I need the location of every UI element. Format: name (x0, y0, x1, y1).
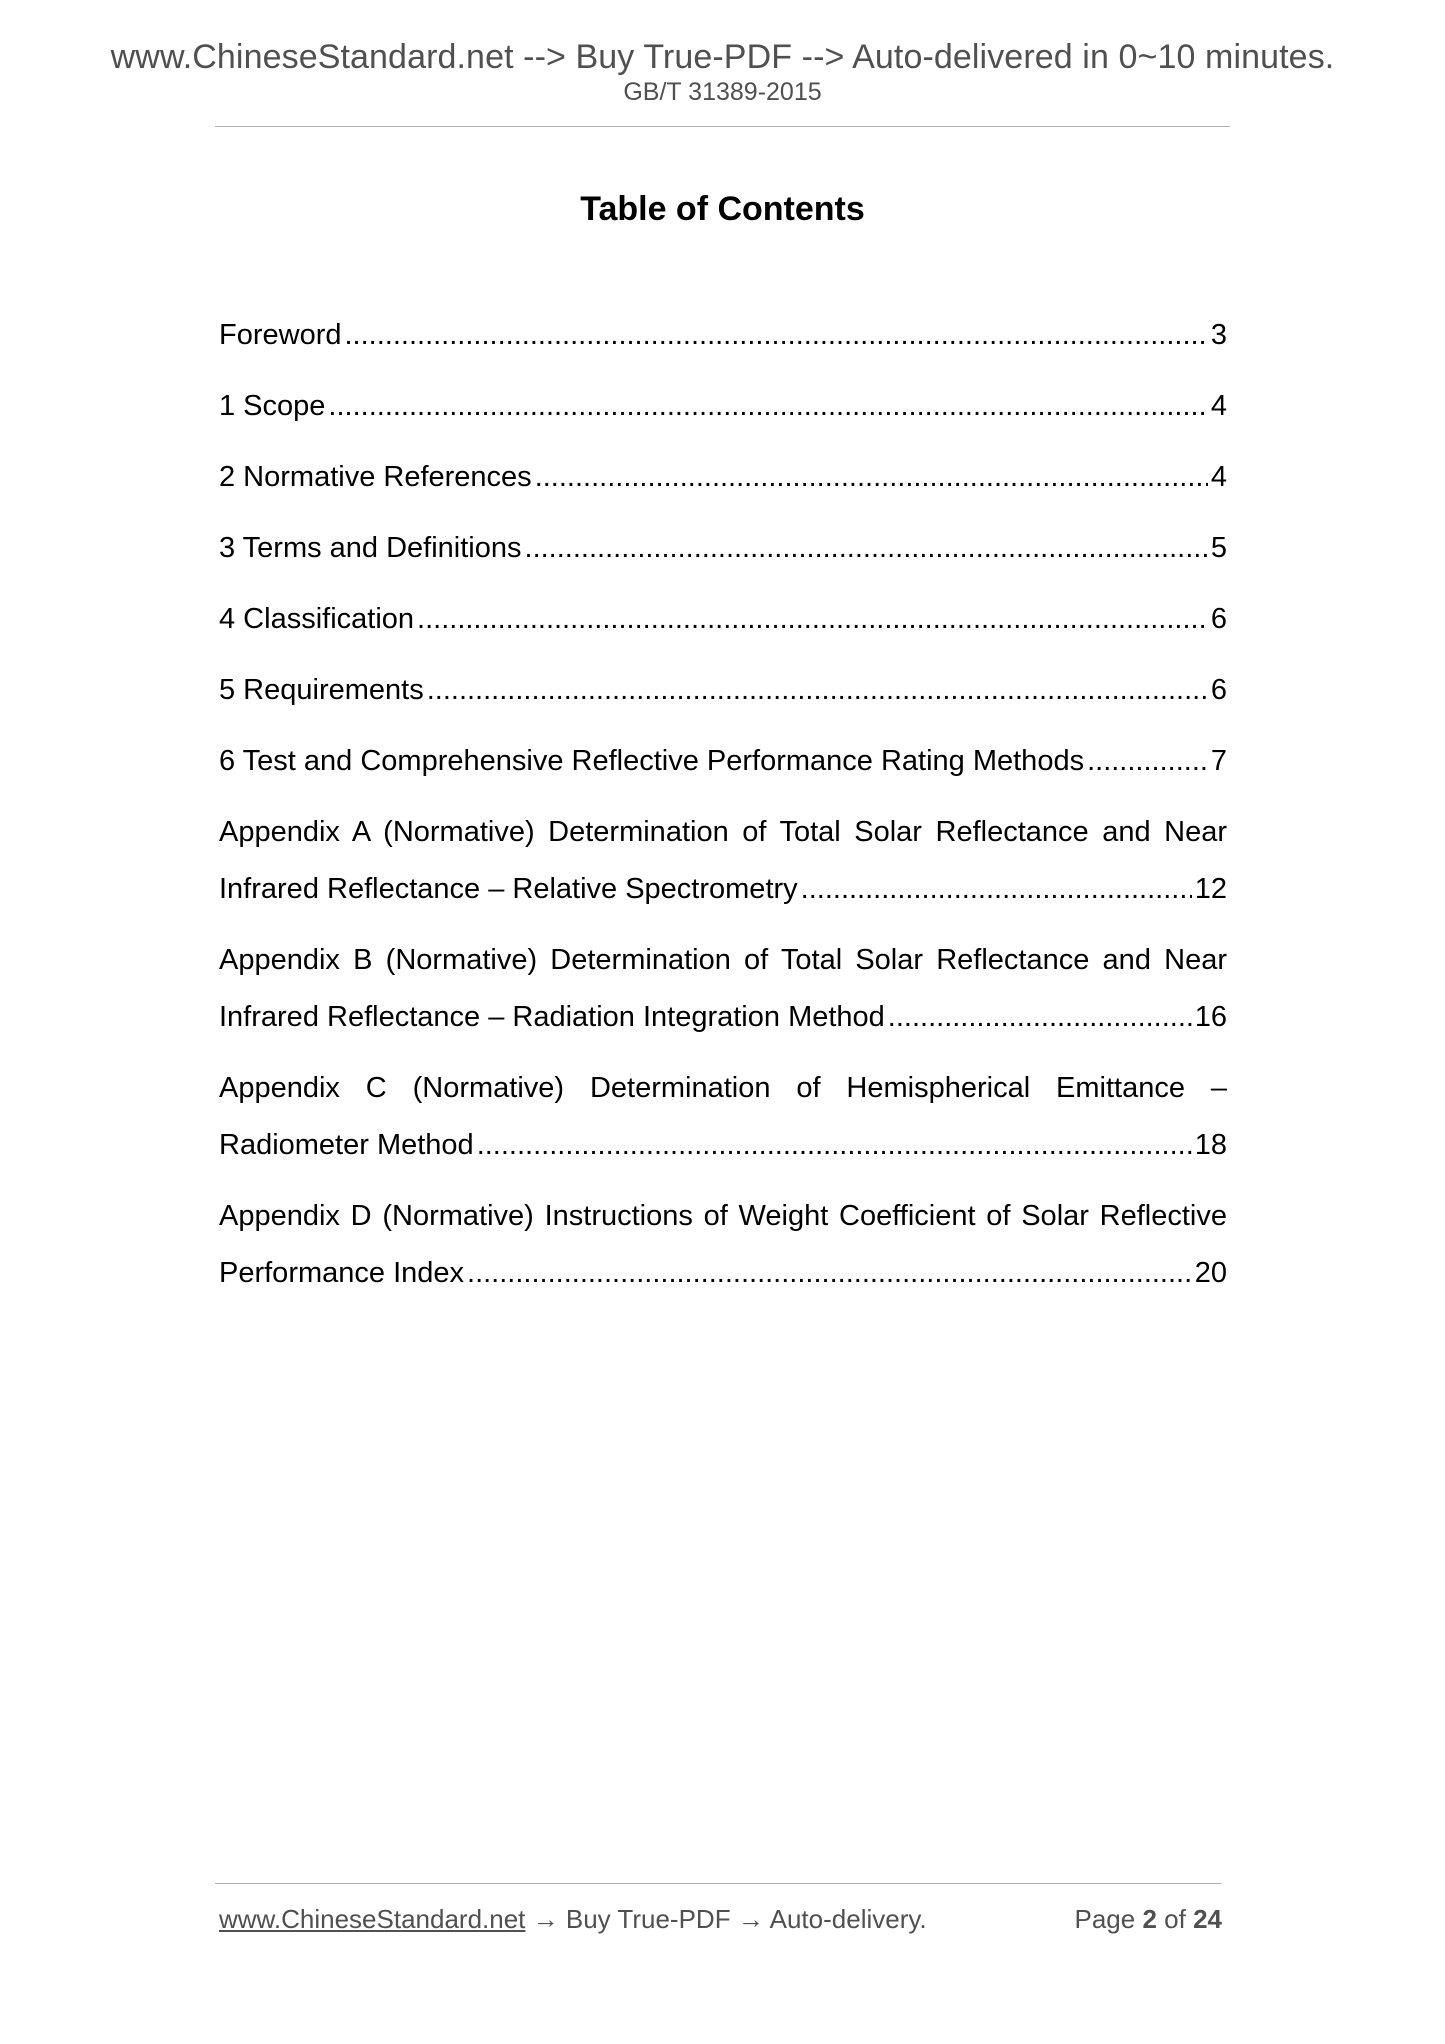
toc-entry-requirements[interactable] (219, 662, 1227, 719)
page-indicator (1074, 1904, 1222, 1935)
toc-page-number: 20 (1194, 1257, 1227, 1289)
table-of-contents (219, 307, 1227, 1316)
toc-entry-terms-and-definitions[interactable] (219, 520, 1227, 577)
toc-page-number: 12 (1194, 873, 1227, 905)
toc-entry-text: Appendix C (Normative) Determination of Hemispherical Emittance – (219, 1072, 1227, 1104)
toc-entry-text: 1 Scope (219, 390, 326, 422)
toc-entry-text: 4 Classification (219, 603, 415, 635)
toc-entry-appendix-d[interactable] (219, 1188, 1227, 1302)
dot-leader (417, 591, 1208, 648)
toc-entry-text-continued: Infrared Reflectance – Relative Spectrometry (219, 873, 798, 905)
footer-buy-text: Buy True-PDF (565, 1904, 731, 1934)
page-label: Page (1074, 1904, 1136, 1934)
toc-entry-appendix-a[interactable] (219, 804, 1227, 918)
dot-leader (535, 449, 1208, 506)
dot-leader (328, 378, 1207, 435)
toc-page-number: 5 (1210, 532, 1227, 564)
site-banner: www.ChineseStandard.net --> Buy True-PDF --> Auto-delivered in 0~10 minutes. (110, 38, 1335, 76)
page-footer (219, 1904, 1222, 1935)
dot-leader (801, 861, 1192, 918)
dot-leader (525, 520, 1208, 577)
toc-page-number: 4 (1210, 390, 1227, 422)
toc-entry-text: 5 Requirements (219, 674, 424, 706)
toc-entry-text-continued: Performance Index (219, 1257, 465, 1289)
toc-page-number: 6 (1210, 674, 1227, 706)
arrow-right-icon: → (532, 1904, 559, 1934)
toc-page-number: 6 (1210, 603, 1227, 635)
page-title: Table of Contents (580, 190, 865, 228)
toc-entry-appendix-b[interactable] (219, 932, 1227, 1046)
toc-entry-text: 3 Terms and Definitions (219, 532, 522, 564)
header-divider (215, 126, 1230, 127)
toc-entry-classification[interactable] (219, 591, 1227, 648)
total-pages-number: 24 (1193, 1904, 1222, 1934)
toc-entry-normative-references[interactable] (219, 449, 1227, 506)
dot-leader (888, 989, 1192, 1046)
toc-entry-test-methods[interactable] (219, 733, 1227, 790)
toc-page-number: 7 (1210, 745, 1227, 777)
arrow-right-icon: → (737, 1904, 764, 1934)
toc-page-number: 18 (1194, 1129, 1227, 1161)
dot-leader (1087, 733, 1208, 790)
toc-entry-text: Foreword (219, 319, 342, 351)
dot-leader (345, 307, 1208, 364)
toc-entry-text-continued: Radiometer Method (219, 1129, 474, 1161)
current-page-number: 2 (1142, 1904, 1157, 1934)
toc-entry-text: Appendix A (Normative) Determination of Total Solar Reflectance and Near (219, 816, 1227, 848)
dot-leader (477, 1117, 1192, 1174)
toc-entry-text: Appendix D (Normative) Instructions of Weight Coefficient of Solar Reflective (219, 1200, 1227, 1232)
footer-divider (215, 1883, 1221, 1884)
toc-entry-text-continued: Infrared Reflectance – Radiation Integration Method (219, 1001, 885, 1033)
footer-delivery-text: Auto-delivery. (769, 1904, 927, 1934)
toc-entry-text: 2 Normative References (219, 461, 532, 493)
dot-leader (467, 1245, 1192, 1302)
dot-leader (427, 662, 1208, 719)
toc-page-number: 3 (1210, 319, 1227, 351)
document-code: GB/T 31389-2015 (623, 78, 822, 106)
toc-entry-text: Appendix B (Normative) Determination of Total Solar Reflectance and Near (219, 944, 1227, 976)
toc-entry-text: 6 Test and Comprehensive Reflective Performance Rating Methods (219, 745, 1085, 777)
toc-entry-scope[interactable] (219, 378, 1227, 435)
toc-page-number: 16 (1194, 1001, 1227, 1033)
toc-page-number: 4 (1210, 461, 1227, 493)
page-of-label: of (1164, 1904, 1186, 1934)
footer-site-link[interactable]: www.ChineseStandard.net (219, 1904, 526, 1934)
toc-entry-foreword[interactable] (219, 307, 1227, 364)
toc-entry-appendix-c[interactable] (219, 1060, 1227, 1174)
